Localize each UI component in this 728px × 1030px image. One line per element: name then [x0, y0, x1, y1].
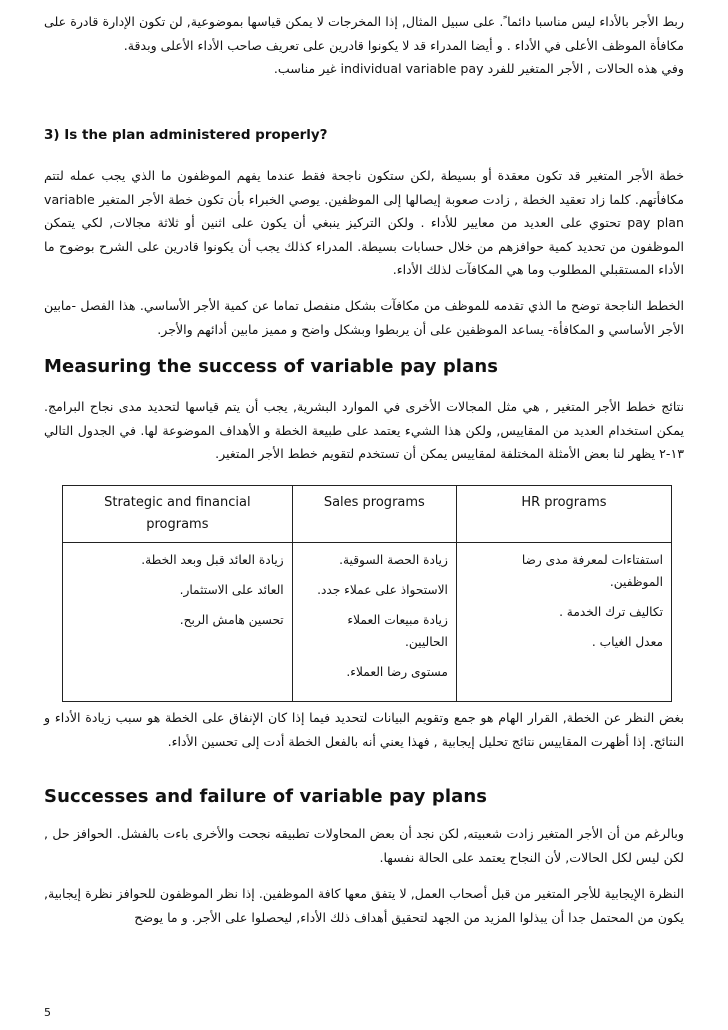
separation-text: الخطط الناجحة توضح ما الذي تقدمه للموظف من مكافآت بشكل منفصل تماما عن كمية الأجر الأساسي. هذا الفصل -مابين الأجر الأساسي و المكافأة- يساعد الموظفين على أن يربطوا وبشكل واضح و مميز مابين أدائهم والأجر. [44, 298, 684, 337]
intro-text-2: وفي هذه الحالات , الأجر المتغير للفرد individual variable pay غير مناسب. [273, 61, 684, 76]
intro-paragraph [44, 10, 684, 81]
success-paragraph-2 [44, 882, 684, 929]
admin-text: خطة الأجر المتغير قد تكون معقدة أو بسيطة ,لكن ستكون ناجحة فقط عندما يفهم الموظفون ما الذي يجب عمله لتتم مكافأتهم. كلما زاد تعقيد الخطة , زادت صعوبة إيصالها إلى الموظفين. يوصي الخبراء بأن تكون خطة الأجر المتغير variable pay plan تحتوي على العديد من معايير للأداء . ولكن التركيز ينبغي أن يكون على اثنين أو ثلاثة مجالات, لكي يتمكن الموظفون من تحديد كمية حوافزهم من خلال حسابات بسيطة. المدراء كذلك يجب أن يكونوا قادرين على الشرح بوضوح ما الأداء المستقبلي المطلوب وما هي المكافآت لذلك الأداء. [44, 168, 684, 277]
measuring-paragraph [44, 395, 684, 466]
measures-table [62, 485, 672, 702]
header-sales: Sales programs [292, 486, 456, 543]
page-number: 5 [44, 1006, 51, 1019]
admin-paragraph [44, 164, 684, 282]
list-item: العائد على الاستثمار. [179, 583, 284, 597]
table-header-row [63, 486, 672, 543]
list-item: زيادة العائد قبل وبعد الخطة. [141, 553, 284, 567]
success-paragraph-1 [44, 822, 684, 869]
table-row [63, 543, 672, 702]
question-heading: 3) Is the plan administered properly? [44, 127, 328, 143]
after-table-paragraph [44, 706, 684, 753]
list-item: زيادة الحصة السوقية. [339, 553, 448, 567]
list-item: معدل الغياب . [591, 635, 663, 649]
hr-cell [456, 543, 671, 702]
success-text-2: النظرة الإيجابية للأجر المتغير من قبل أصحاب العمل, لا يتفق معها كافة الموظفين. إذا نظر الموظفون للحوافز نظرة إيجابية, يكون من المحتمل جدا أن يبذلوا المزيد من الجهد لتحقيق أهداف ذلك الأداء, ليحصلوا على الأجر. و ما يوضح [44, 886, 684, 925]
intro-text: ربط الأجر بالأداء ليس مناسبا دائما ً. على سبيل المثال, إذا المخرجات لا يمكن قياسها بموضوعية, لن تكون الإدارة قادرة على مكافأة الموظف الأعلى في الأداء . و أيضا المدراء قد لا يكونوا قادرين على تعريف صاحب الأداء الأعلى وبدقة. [44, 14, 684, 53]
sales-cell [292, 543, 456, 702]
list-item: تحسين هامش الربح. [179, 613, 284, 627]
strategic-cell [63, 543, 293, 702]
section-heading-success: Successes and failure of variable pay plans [44, 786, 488, 807]
after-table-text: بغض النظر عن الخطة, القرار الهام هو جمع وتقويم البيانات لتحديد فيما إذا كان الإنفاق على الخطة هو سبب زيادة الأداء و النتائج. إذا أظهرت المقاييس نتائج تحليل إيجابية , فهذا يعني أنه بالفعل الخطة أدت إلى تحسين الأداء. [44, 710, 684, 749]
separation-paragraph [44, 294, 684, 341]
list-item: مستوى رضا العملاء. [346, 665, 448, 679]
section-heading-measuring: Measuring the success of variable pay plans [44, 356, 499, 377]
header-strategic: Strategic and financial programs [63, 486, 293, 543]
header-hr: HR programs [456, 486, 671, 543]
list-item: تكاليف ترك الخدمة . [559, 605, 663, 619]
list-item: استفتاءات لمعرفة مدى رضا الموظفين. [521, 553, 663, 589]
measuring-text: نتائج خطط الأجر المتغير , هي مثل المجالات الأخرى في الموارد البشرية, يجب أن يتم قياسها لتحديد مدى نجاح البرامج. يمكن استخدام العديد من المقاييس, ولكن هذا الشيء يعتمد على طبيعة الخطة و الأهداف الموضوعة لها. في الجدول التالي ١٣-٢ يظهر لنا بعض الأمثلة المختلفة لمقاييس يمكن أن تستخدم لتقويم خطط الأجر المتغير. [44, 399, 684, 461]
list-item: زيادة مبيعات العملاء الحاليين. [347, 613, 448, 649]
list-item: الاستحواذ على عملاء جدد. [317, 583, 448, 597]
success-text-1: وبالرغم من أن الأجر المتغير زادت شعبيته, لكن نجد أن بعض المحاولات تطبيقه نجحت والأخرى باءت بالفشل. الحوافز حل , لكن ليس لكل الحالات, لأن النجاح يعتمد على الحالة نفسها. [44, 826, 684, 865]
